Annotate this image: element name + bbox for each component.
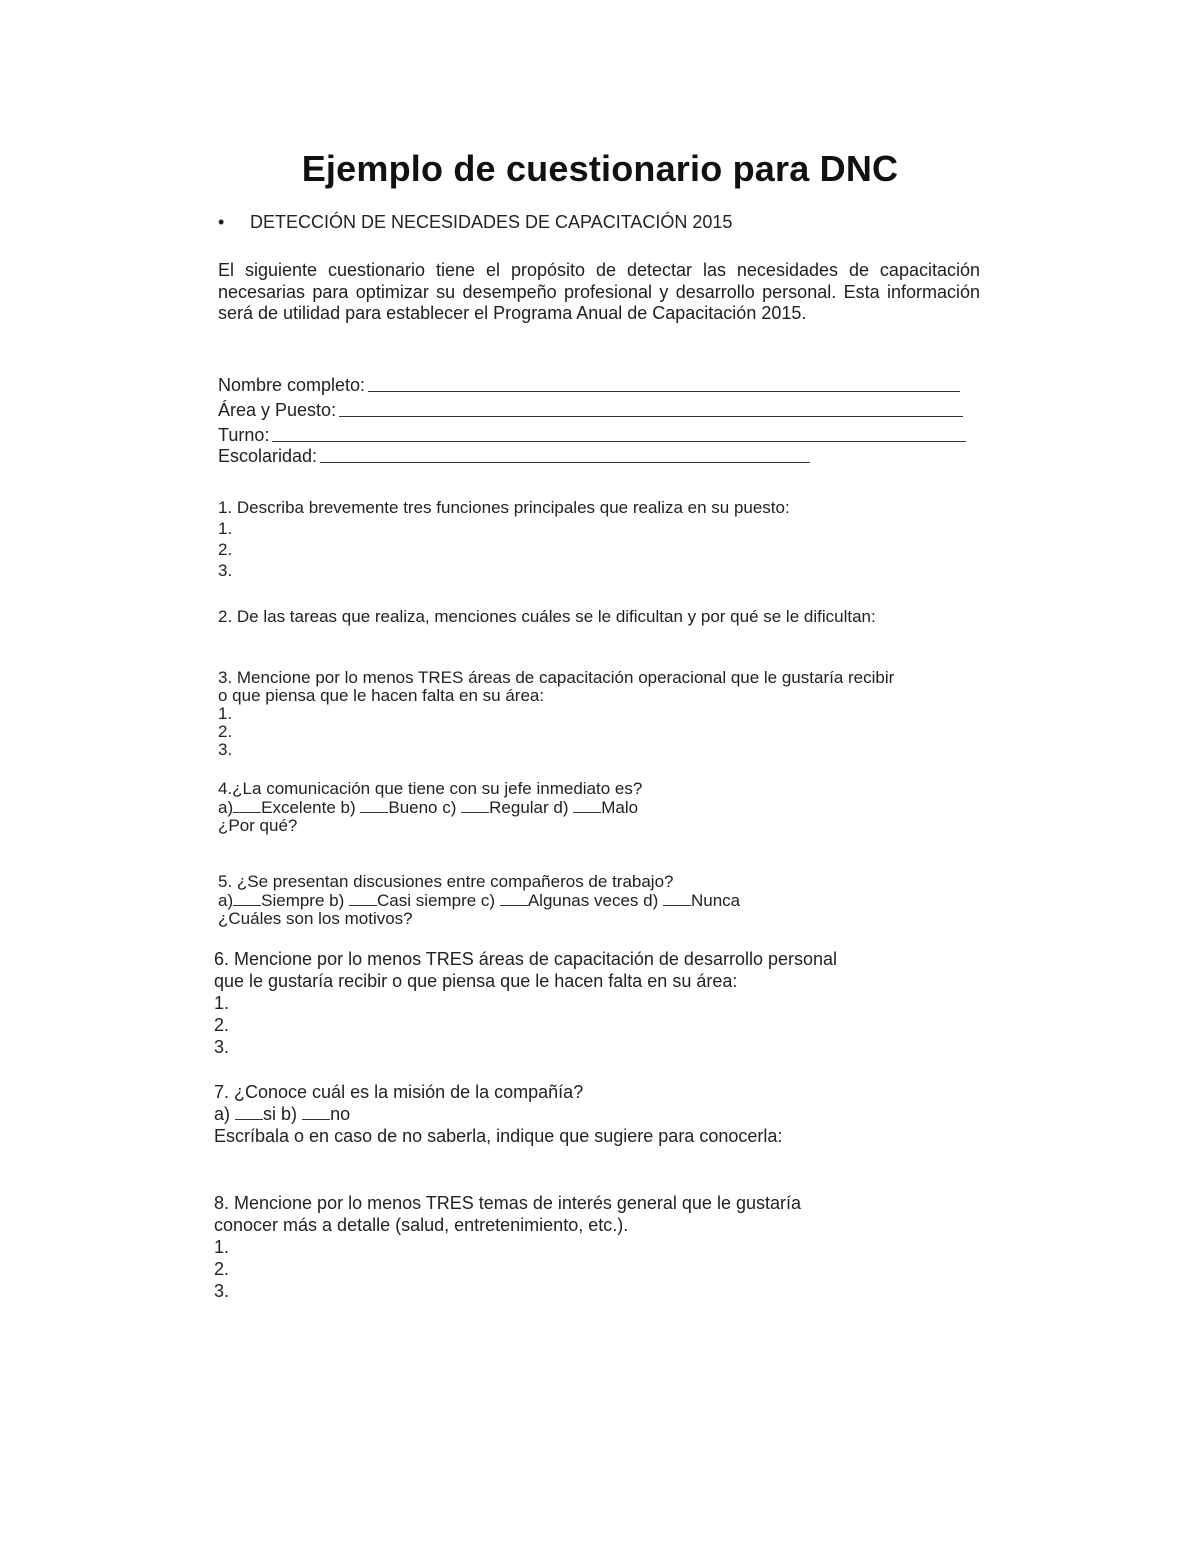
field-blank-line[interactable] bbox=[320, 444, 810, 463]
option-blank[interactable] bbox=[235, 1105, 263, 1120]
option-d-text: Nunca bbox=[690, 891, 741, 910]
field-label: Turno: bbox=[218, 425, 270, 445]
list-item: 3. bbox=[214, 1281, 230, 1301]
option-blank[interactable] bbox=[573, 798, 601, 813]
option-blank[interactable] bbox=[360, 798, 388, 813]
field-blank-line[interactable] bbox=[368, 373, 960, 392]
bullet-icon: • bbox=[218, 212, 225, 232]
question-3 bbox=[218, 669, 894, 759]
document-subtitle bbox=[218, 212, 732, 233]
question-text: 2. De las tareas que realiza, menciones cuáles se le dificultan y por qué se le dificultan: bbox=[218, 607, 876, 626]
option-d-text: Malo bbox=[601, 798, 639, 817]
document-title: Ejemplo de cuestionario para DNC bbox=[301, 148, 899, 189]
option-b-text: Casi siempre c) bbox=[377, 891, 496, 910]
option-c-text: Algunas veces d) bbox=[527, 891, 659, 910]
question-4 bbox=[218, 780, 642, 835]
subtitle-text: DETECCIÓN DE NECESIDADES DE CAPACITACIÓN 2015 bbox=[250, 212, 733, 232]
question-5 bbox=[218, 873, 740, 928]
option-a-letter: a) bbox=[218, 891, 234, 910]
question-6 bbox=[214, 948, 837, 1058]
question-2 bbox=[218, 606, 876, 627]
option-blank[interactable] bbox=[461, 798, 489, 813]
question-text: 8. Mencione por lo menos TRES temas de interés general que le gustaría bbox=[214, 1193, 801, 1213]
question-text: o que piensa que le hacen falta en su área: bbox=[218, 686, 545, 705]
list-item: 1. bbox=[218, 704, 233, 723]
question-text: conocer más a detalle (salud, entretenimiento, etc.). bbox=[214, 1215, 629, 1235]
answer-options bbox=[218, 891, 740, 910]
option-blank[interactable] bbox=[663, 891, 691, 906]
question-text: que le gustaría recibir o que piensa que le hacen falta en su área: bbox=[214, 971, 738, 991]
question-8 bbox=[214, 1192, 801, 1302]
option-a-text: si b) bbox=[263, 1104, 298, 1124]
list-item: 1. bbox=[214, 993, 230, 1013]
follow-up-question: ¿Por qué? bbox=[218, 816, 298, 835]
field-label: Área y Puesto: bbox=[218, 400, 337, 420]
option-blank[interactable] bbox=[233, 891, 261, 906]
question-text: 7. ¿Conoce cuál es la misión de la compañía? bbox=[214, 1082, 584, 1102]
field-escolaridad bbox=[218, 446, 980, 467]
list-item: 2. bbox=[214, 1015, 230, 1035]
list-item: 1. bbox=[214, 1237, 230, 1257]
field-blank-line[interactable] bbox=[272, 423, 966, 442]
intro-paragraph: El siguiente cuestionario tiene el propósito de detectar las necesidades de capacitación necesarias para optimizar su desempeño profesional y desarrollo personal. Esta información será de utilidad para establecer el Programa Anual de Capacitación 2015. bbox=[218, 260, 980, 323]
answer-options bbox=[218, 798, 642, 817]
option-a-text: Excelente b) bbox=[261, 798, 356, 817]
list-item: 2. bbox=[218, 540, 233, 559]
option-a-text: Siempre b) bbox=[261, 891, 345, 910]
option-blank[interactable] bbox=[349, 891, 377, 906]
follow-up-question: Escríbala o en caso de no saberla, indique que sugiere para conocerla: bbox=[214, 1126, 783, 1146]
option-blank[interactable] bbox=[302, 1105, 330, 1120]
list-item: 3. bbox=[218, 561, 233, 580]
list-item: 3. bbox=[214, 1037, 230, 1057]
option-b-text: Bueno c) bbox=[388, 798, 457, 817]
question-text: 6. Mencione por lo menos TRES áreas de capacitación de desarrollo personal bbox=[214, 949, 838, 969]
option-blank[interactable] bbox=[500, 891, 528, 906]
question-text: 5. ¿Se presentan discusiones entre compañeros de trabajo? bbox=[218, 872, 674, 891]
field-label: Nombre completo: bbox=[218, 375, 366, 395]
field-label: Escolaridad: bbox=[218, 446, 318, 466]
list-item: 2. bbox=[214, 1259, 230, 1279]
question-text: 3. Mencione por lo menos TRES áreas de capacitación operacional que le gustaría recibir bbox=[218, 668, 895, 687]
list-item: 2. bbox=[218, 722, 233, 741]
field-blank-line[interactable] bbox=[339, 398, 963, 417]
field-area-puesto bbox=[218, 396, 980, 421]
list-item: 3. bbox=[218, 740, 233, 759]
option-a-letter: a) bbox=[218, 798, 234, 817]
option-a-letter: a) bbox=[214, 1104, 231, 1124]
option-b-text: no bbox=[330, 1104, 351, 1124]
question-text: 1. Describa brevemente tres funciones principales que realiza en su puesto: bbox=[218, 498, 790, 517]
answer-options bbox=[214, 1103, 782, 1125]
field-nombre-completo bbox=[218, 371, 980, 396]
option-blank[interactable] bbox=[233, 798, 261, 813]
question-1 bbox=[218, 497, 790, 581]
follow-up-question: ¿Cuáles son los motivos? bbox=[218, 909, 413, 928]
question-text: 4.¿La comunicación que tiene con su jefe inmediato es? bbox=[218, 779, 643, 798]
field-turno bbox=[218, 421, 980, 446]
personal-info-fields bbox=[218, 371, 980, 467]
list-item: 1. bbox=[218, 519, 233, 538]
option-c-text: Regular d) bbox=[489, 798, 569, 817]
question-7 bbox=[214, 1081, 782, 1147]
